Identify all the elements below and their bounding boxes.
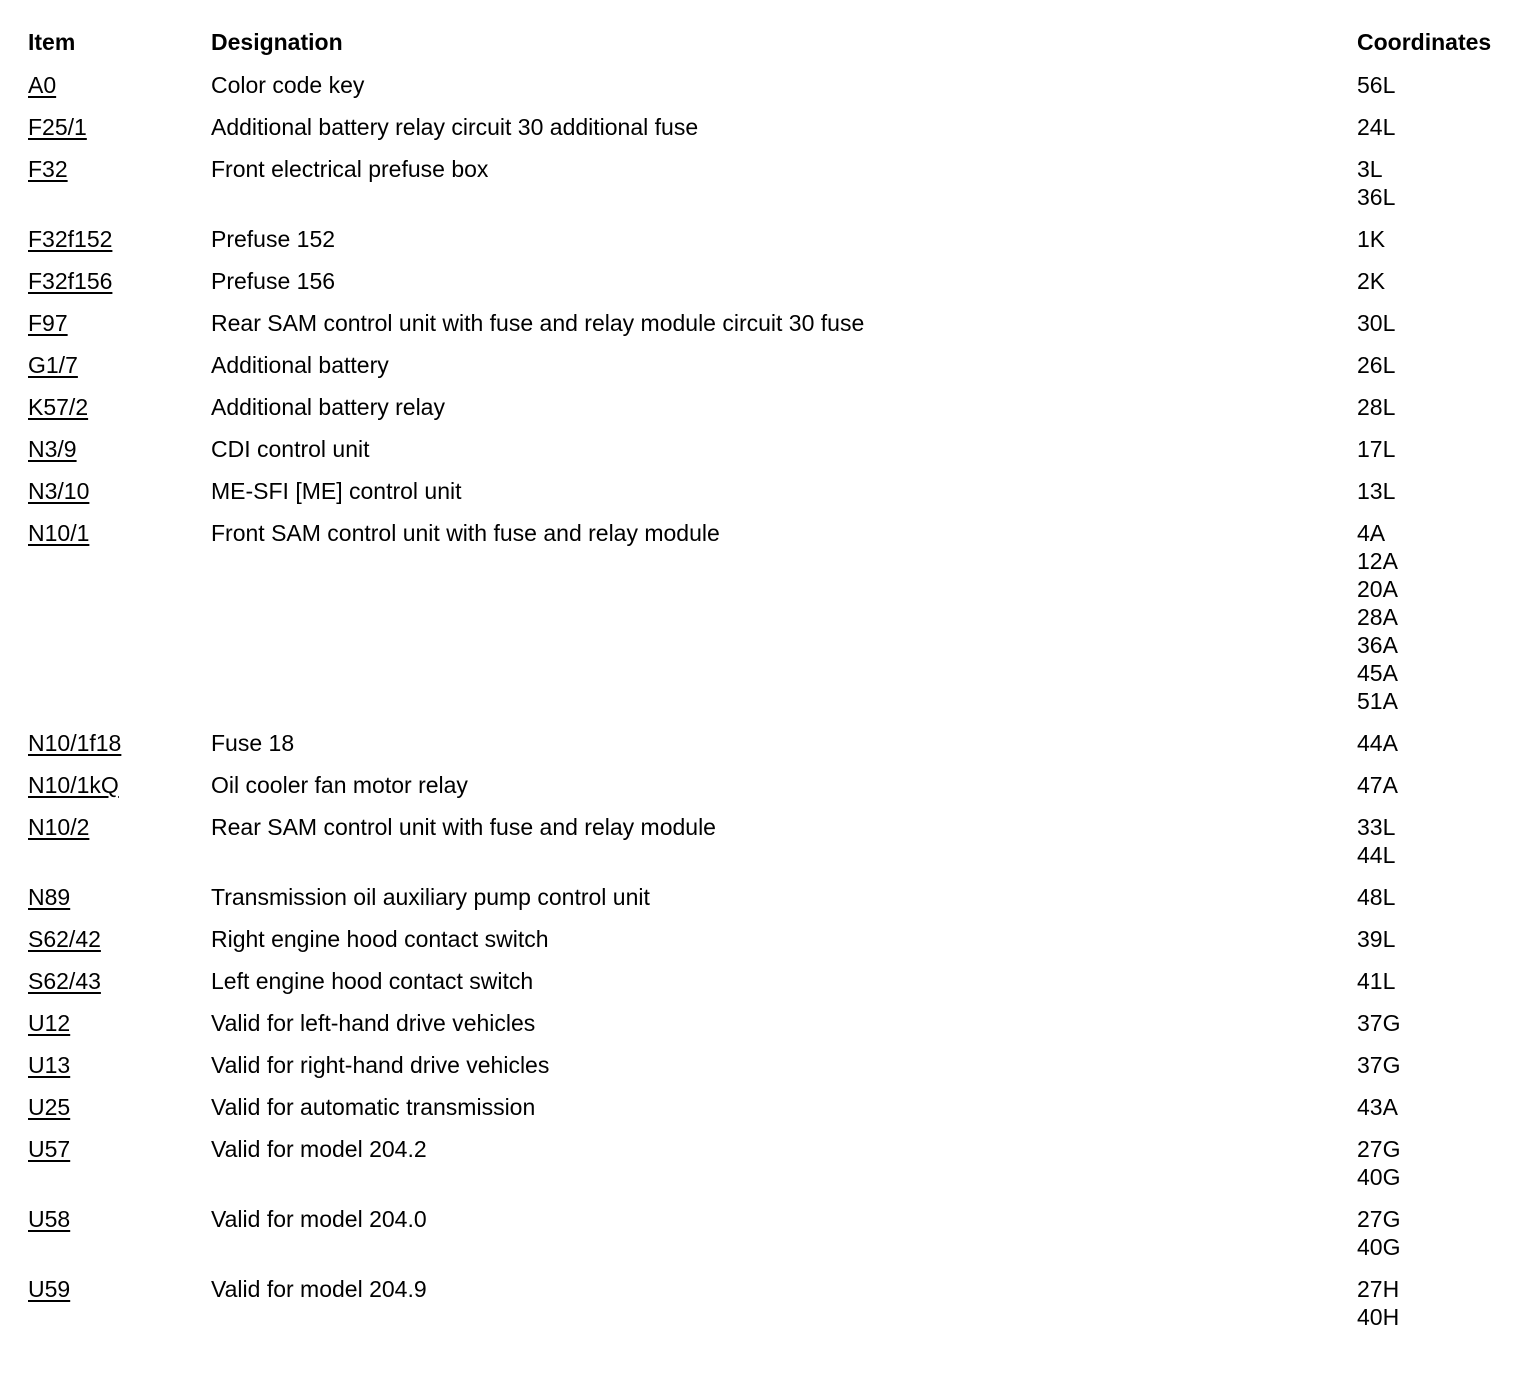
table-row	[0, 155, 1536, 211]
item-link[interactable]: A0	[28, 72, 57, 98]
item-link[interactable]: N10/1kQ	[28, 772, 119, 798]
table-row	[0, 113, 1536, 141]
coordinate-value: 37G	[1357, 1052, 1401, 1078]
coordinates-cell	[1357, 1009, 1517, 1037]
coordinate-value: 36A	[1357, 632, 1398, 658]
designation-cell: Left engine hood contact switch	[211, 968, 534, 994]
coordinate-value: 24L	[1357, 114, 1396, 140]
item-cell	[28, 925, 211, 953]
item-column-header: Item	[28, 29, 76, 55]
coordinate-value: 20A	[1357, 576, 1398, 602]
item-link[interactable]: K57/2	[28, 394, 89, 420]
table-row	[0, 813, 1536, 869]
item-link[interactable]: F97	[28, 310, 68, 336]
coordinates-cell	[1357, 435, 1517, 463]
table-row	[0, 925, 1536, 953]
item-cell	[28, 393, 211, 421]
coordinate-value: 27H	[1357, 1276, 1400, 1302]
item-cell	[28, 477, 211, 505]
table-row	[0, 729, 1536, 757]
table-header	[0, 28, 1536, 71]
coordinate-value: 17L	[1357, 436, 1396, 462]
item-cell	[28, 267, 211, 295]
designation-cell: ME-SFI [ME] control unit	[211, 478, 462, 504]
item-link[interactable]: N89	[28, 884, 71, 910]
item-link[interactable]: F32	[28, 156, 68, 182]
coordinates-cell	[1357, 393, 1517, 421]
item-cell	[28, 1135, 211, 1163]
designation-cell: Rear SAM control unit with fuse and relay module circuit 30 fuse	[211, 310, 865, 336]
coordinate-value: 40G	[1357, 1164, 1401, 1190]
table-row	[0, 1093, 1536, 1121]
item-link[interactable]: S62/42	[28, 926, 101, 952]
coordinate-value: 40G	[1357, 1234, 1401, 1260]
table-row	[0, 71, 1536, 99]
item-cell	[28, 771, 211, 799]
table-row	[0, 267, 1536, 295]
item-link[interactable]: F25/1	[28, 114, 87, 140]
item-cell	[28, 225, 211, 253]
coordinate-value: 45A	[1357, 660, 1398, 686]
coordinate-value: 37G	[1357, 1010, 1401, 1036]
coordinate-value: 44L	[1357, 842, 1396, 868]
item-link[interactable]: N3/10	[28, 478, 90, 504]
coordinates-cell	[1357, 71, 1517, 99]
item-link[interactable]: U59	[28, 1276, 71, 1302]
item-link[interactable]: U58	[28, 1206, 71, 1232]
table-row	[0, 519, 1536, 715]
table-row	[0, 1051, 1536, 1079]
coordinate-value: 2K	[1357, 268, 1386, 294]
coordinate-value: 36L	[1357, 184, 1396, 210]
item-link[interactable]: U12	[28, 1010, 71, 1036]
item-cell	[28, 1009, 211, 1037]
table-row	[0, 1275, 1536, 1331]
coordinates-cell	[1357, 309, 1517, 337]
coordinates-column-header: Coordinates	[1357, 29, 1492, 55]
legend-table	[0, 28, 1536, 1345]
coordinate-value: 27G	[1357, 1206, 1401, 1232]
coordinate-value: 48L	[1357, 884, 1396, 910]
item-cell	[28, 1275, 211, 1303]
coordinate-value: 3L	[1357, 156, 1383, 182]
item-link[interactable]: N10/1f18	[28, 730, 122, 756]
coordinates-cell	[1357, 267, 1517, 295]
coordinates-cell	[1357, 1051, 1517, 1079]
designation-cell: Transmission oil auxiliary pump control unit	[211, 884, 650, 910]
coordinates-cell	[1357, 155, 1517, 211]
coordinate-value: 1K	[1357, 226, 1386, 252]
table-row	[0, 393, 1536, 421]
coordinates-cell	[1357, 883, 1517, 911]
coordinate-value: 27G	[1357, 1136, 1401, 1162]
table-row	[0, 771, 1536, 799]
coordinate-value: 12A	[1357, 548, 1398, 574]
designation-cell: Color code key	[211, 72, 365, 98]
item-cell	[28, 351, 211, 379]
coordinate-value: 33L	[1357, 814, 1396, 840]
designation-cell: Valid for model 204.2	[211, 1136, 427, 1162]
coordinates-cell	[1357, 1135, 1517, 1191]
item-cell	[28, 1093, 211, 1121]
designation-cell: Oil cooler fan motor relay	[211, 772, 468, 798]
coordinates-cell	[1357, 519, 1517, 715]
designation-cell: Front electrical prefuse box	[211, 156, 489, 182]
item-cell	[28, 155, 211, 183]
coordinate-value: 41L	[1357, 968, 1396, 994]
item-link[interactable]: F32f156	[28, 268, 113, 294]
table-row	[0, 883, 1536, 911]
item-link[interactable]: U57	[28, 1136, 71, 1162]
coordinate-value: 47A	[1357, 772, 1398, 798]
designation-cell: Valid for model 204.0	[211, 1206, 427, 1232]
table-body	[0, 71, 1536, 1331]
coordinate-value: 28A	[1357, 604, 1398, 630]
coordinates-cell	[1357, 225, 1517, 253]
coordinate-value: 4A	[1357, 520, 1386, 546]
item-cell	[28, 435, 211, 463]
coordinate-value: 28L	[1357, 394, 1396, 420]
coordinates-cell	[1357, 113, 1517, 141]
coordinate-value: 26L	[1357, 352, 1396, 378]
table-row	[0, 225, 1536, 253]
item-cell	[28, 813, 211, 841]
designation-cell: Prefuse 156	[211, 268, 336, 294]
item-link[interactable]: S62/43	[28, 968, 101, 994]
designation-cell: Right engine hood contact switch	[211, 926, 549, 952]
designation-cell: Additional battery relay circuit 30 additional fuse	[211, 114, 699, 140]
coordinate-value: 30L	[1357, 310, 1396, 336]
coordinates-cell	[1357, 729, 1517, 757]
coordinates-cell	[1357, 967, 1517, 995]
designation-cell: Prefuse 152	[211, 226, 336, 252]
coordinate-value: 44A	[1357, 730, 1398, 756]
coordinate-value: 39L	[1357, 926, 1396, 952]
item-link[interactable]: F32f152	[28, 226, 113, 252]
coordinate-value: 13L	[1357, 478, 1396, 504]
coordinate-value: 40H	[1357, 1304, 1400, 1330]
table-row	[0, 1205, 1536, 1261]
item-cell	[28, 1051, 211, 1079]
table-row	[0, 351, 1536, 379]
coordinates-cell	[1357, 925, 1517, 953]
table-row	[0, 1009, 1536, 1037]
item-link[interactable]: U13	[28, 1052, 71, 1078]
coordinate-value: 51A	[1357, 688, 1398, 714]
designation-cell: Valid for right-hand drive vehicles	[211, 1052, 550, 1078]
designation-cell: Valid for left-hand drive vehicles	[211, 1010, 536, 1036]
coordinates-cell	[1357, 1275, 1517, 1331]
coordinates-cell	[1357, 1205, 1517, 1261]
coordinate-value: 43A	[1357, 1094, 1398, 1120]
table-row	[0, 1135, 1536, 1191]
coordinates-cell	[1357, 477, 1517, 505]
designation-cell: Additional battery	[211, 352, 389, 378]
item-link[interactable]: N10/1	[28, 520, 90, 546]
coordinates-cell	[1357, 771, 1517, 799]
designation-cell: Valid for automatic transmission	[211, 1094, 536, 1120]
designation-cell: Fuse 18	[211, 730, 295, 756]
coordinate-value: 56L	[1357, 72, 1396, 98]
designation-cell: Rear SAM control unit with fuse and relay module	[211, 814, 716, 840]
item-cell	[28, 71, 211, 99]
designation-cell: CDI control unit	[211, 436, 370, 462]
coordinates-cell	[1357, 351, 1517, 379]
designation-cell: Front SAM control unit with fuse and relay module	[211, 520, 720, 546]
designation-column-header: Designation	[211, 29, 343, 55]
item-cell	[28, 729, 211, 757]
item-cell	[28, 967, 211, 995]
item-link[interactable]: N10/2	[28, 814, 90, 840]
table-row	[0, 477, 1536, 505]
table-row	[0, 309, 1536, 337]
coordinates-cell	[1357, 813, 1517, 869]
item-link[interactable]: U25	[28, 1094, 71, 1120]
coordinates-cell	[1357, 1093, 1517, 1121]
item-cell	[28, 519, 211, 547]
designation-cell: Valid for model 204.9	[211, 1276, 427, 1302]
table-row	[0, 435, 1536, 463]
item-cell	[28, 309, 211, 337]
item-link[interactable]: G1/7	[28, 352, 78, 378]
item-cell	[28, 1205, 211, 1233]
table-row	[0, 967, 1536, 995]
item-link[interactable]: N3/9	[28, 436, 77, 462]
designation-cell: Additional battery relay	[211, 394, 445, 420]
item-cell	[28, 883, 211, 911]
item-cell	[28, 113, 211, 141]
